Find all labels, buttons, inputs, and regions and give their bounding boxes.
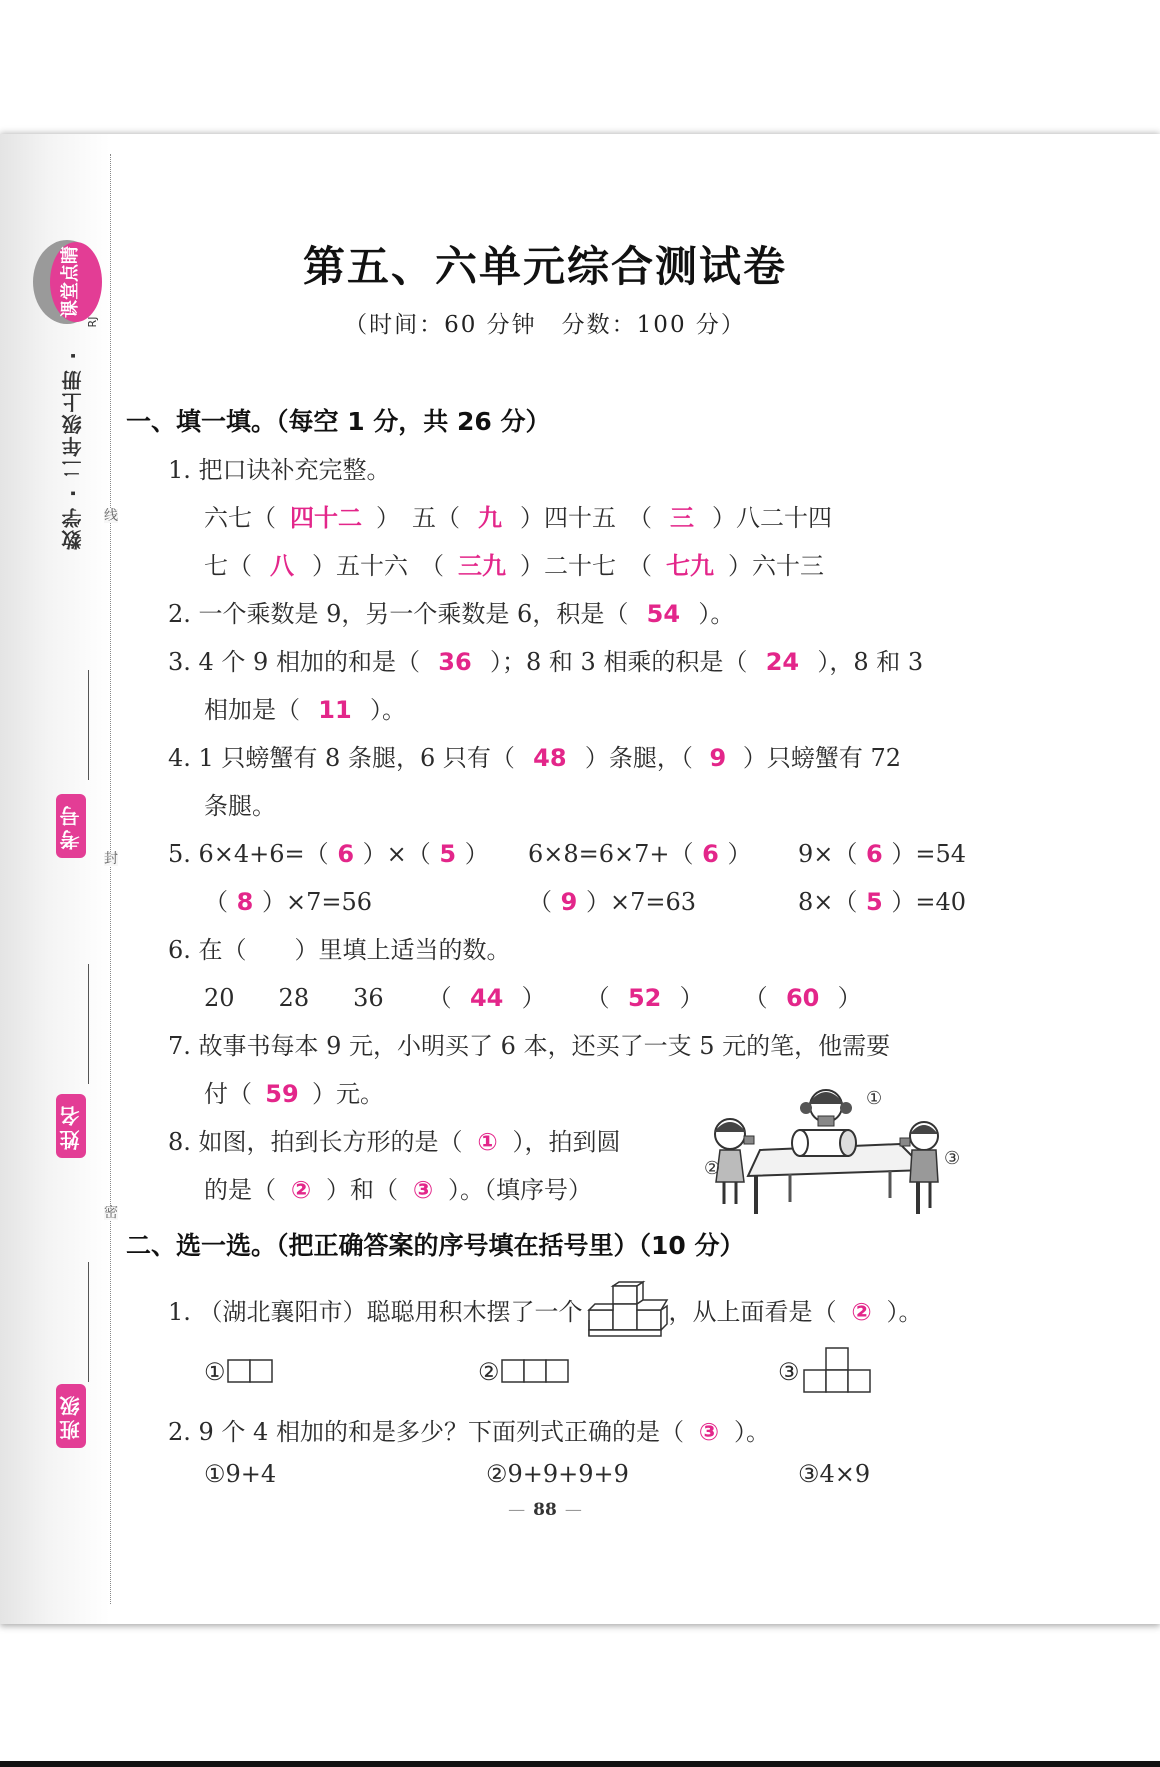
q4-line1: 4. 1 只螃蟹有 8 条腿，6 只有（ 48 ）条腿，（ 9 ）只螃蟹有 72 bbox=[168, 744, 902, 772]
answer: 44 bbox=[469, 984, 504, 1012]
page-title: 第五、六单元综合测试卷 bbox=[302, 242, 787, 291]
answer: 九 bbox=[478, 504, 502, 532]
q5-row2b: （ 9 ）×7=63 bbox=[528, 888, 697, 916]
answer: 三 bbox=[670, 504, 694, 532]
q7-line1: 7. 故事书每本 9 元，小明买了 6 本，还买了一支 5 元的笔，他需要 bbox=[168, 1032, 891, 1060]
photo-scene-illustration bbox=[700, 1078, 970, 1218]
book-caption: 数学 · 二年级上册 · bbox=[61, 350, 85, 551]
answer: ② bbox=[290, 1176, 312, 1204]
cut-mark-secret: 密 bbox=[104, 1205, 118, 1221]
answer: 60 bbox=[785, 984, 820, 1012]
answer: 24 bbox=[765, 648, 800, 676]
q5-row2a: （ 8 ）×7=56 bbox=[204, 888, 373, 916]
label-class: 班级 bbox=[56, 1384, 86, 1448]
q8-line2: 的是（ ② ）和（ ③ ）。（填序号） bbox=[204, 1176, 592, 1204]
answer: 四十二 bbox=[290, 504, 362, 532]
page-subtitle: （时间：60 分钟 分数：100 分） bbox=[344, 312, 746, 338]
answer: 36 bbox=[438, 648, 472, 676]
s2-q1-option-c: ③ bbox=[778, 1346, 874, 1394]
three-squares-icon bbox=[500, 1358, 574, 1384]
exam-number-line bbox=[88, 670, 89, 780]
answer: 48 bbox=[533, 744, 567, 772]
q8-line1: 8. 如图，拍到长方形的是（ ① ），拍到圆 bbox=[168, 1128, 621, 1156]
s2-q1: 1. （湖北襄阳市）聪聪用积木摆了一个 ，从上面看是（ ② ）。 bbox=[168, 1280, 923, 1342]
name-line bbox=[88, 964, 89, 1084]
answer: 八 bbox=[270, 552, 294, 580]
answer: 三九 bbox=[458, 552, 506, 580]
answer: ② bbox=[851, 1298, 872, 1326]
t-shape-squares-icon bbox=[800, 1346, 874, 1394]
cut-line bbox=[110, 154, 111, 1604]
section2-heading: 二、选一选。（把正确答案的序号填在括号里）（10 分） bbox=[126, 1231, 745, 1260]
s2-q2-option-c: ③4×9 bbox=[798, 1460, 871, 1488]
answer: 6 bbox=[337, 840, 355, 868]
section1-heading: 一、填一填。（每空 1 分，共 26 分） bbox=[126, 407, 551, 436]
q5-row1b: 6×8=6×7+（ 6 ） bbox=[528, 840, 752, 868]
answer: 七九 bbox=[666, 552, 714, 580]
cut-mark-line: 线 bbox=[104, 508, 118, 524]
s2-q2: 2. 9 个 4 相加的和是多少？下面列式正确的是（ ③ ）。 bbox=[168, 1418, 770, 1446]
s2-q2-option-b: ②9+9+9+9 bbox=[486, 1460, 629, 1488]
answer: 52 bbox=[627, 984, 662, 1012]
bottom-bar bbox=[0, 1761, 1160, 1767]
answer: 6 bbox=[866, 840, 883, 868]
answer: 5 bbox=[439, 840, 457, 868]
binding-margin bbox=[0, 134, 110, 1624]
cut-mark-seal: 封 bbox=[104, 851, 118, 867]
answer: 9 bbox=[709, 744, 727, 772]
q6-sequence: 20 28 36 （ 44 ） （ 52 ） （ 60 ） bbox=[204, 984, 862, 1012]
logo-text: 课堂点睛 bbox=[60, 246, 81, 318]
page-sheet bbox=[0, 134, 1160, 1624]
answer: 8 bbox=[236, 888, 254, 916]
answer: 6 bbox=[702, 840, 719, 868]
answer: ③ bbox=[698, 1418, 720, 1446]
answer: 5 bbox=[866, 888, 883, 916]
q1-row2: 七（ 八 ）五十六 （ 三九 ）二十七 （ 七九 ）六十三 bbox=[204, 546, 824, 581]
s2-q1-option-a: ① bbox=[204, 1358, 276, 1386]
q1-row1: 六七（ 四十二 ） 五（ 九 ）四十五 （ 三 ）八二十四 bbox=[204, 498, 832, 533]
label-name: 姓名 bbox=[56, 1094, 86, 1158]
answer: 54 bbox=[646, 600, 681, 628]
s2-q2-option-a: ①9+4 bbox=[204, 1460, 277, 1488]
cube-stack-icon bbox=[583, 1280, 669, 1342]
logo-sub: RJ bbox=[86, 316, 99, 328]
two-squares-icon bbox=[226, 1358, 276, 1384]
s2-q1-option-b: ② bbox=[478, 1358, 574, 1386]
q4-line2: 条腿。 bbox=[204, 792, 276, 820]
q5-row2c: 8×（ 5 ）=40 bbox=[798, 888, 967, 916]
label-exam-number: 考号 bbox=[56, 794, 86, 858]
answer: 59 bbox=[265, 1080, 299, 1108]
fig-label-3: ③ bbox=[944, 1148, 961, 1169]
answer: ① bbox=[477, 1128, 498, 1156]
page-number: — 88 — bbox=[508, 1500, 582, 1520]
answer: 11 bbox=[318, 696, 352, 724]
answer: 9 bbox=[560, 888, 578, 916]
fig-label-1: ① bbox=[866, 1088, 883, 1109]
q5-row1a: 5. 6×4+6=（ 6 ）×（ 5 ） bbox=[168, 840, 489, 868]
q6-stem: 6. 在（ ）里填上适当的数。 bbox=[168, 936, 511, 964]
answer: ③ bbox=[412, 1176, 434, 1204]
q3-line2: 相加是（ 11 ）。 bbox=[204, 696, 406, 724]
q3-line1: 3. 4 个 9 相加的和是（ 36 ）；8 和 3 相乘的积是（ 24 ），8 和 3 bbox=[168, 648, 924, 676]
q2: 2. 一个乘数是 9，另一个乘数是 6，积是（ 54 ）。 bbox=[168, 600, 735, 628]
fig-label-2: ② bbox=[704, 1158, 721, 1179]
q7-line2: 付（ 59 ）元。 bbox=[204, 1080, 384, 1108]
class-line bbox=[88, 1262, 89, 1382]
q1-stem: 1. 把口诀补充完整。 bbox=[168, 456, 391, 484]
q5-row1c: 9×（ 6 ）=54 bbox=[798, 840, 967, 868]
